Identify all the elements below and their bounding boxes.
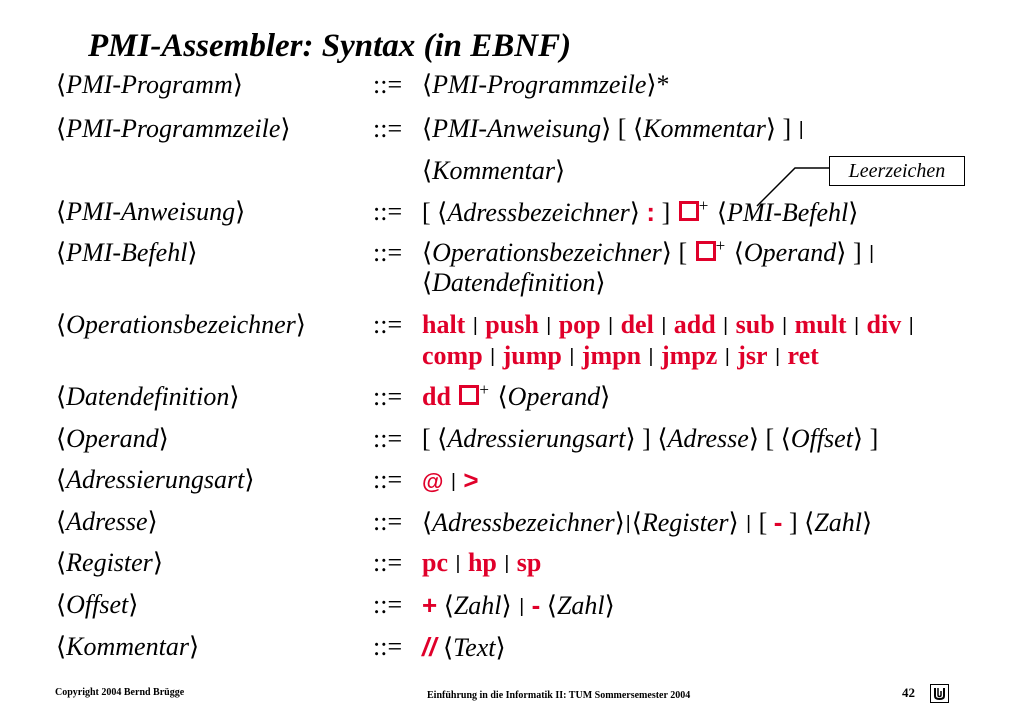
nonterminal: PMI-Programm xyxy=(66,70,233,99)
rule-lhs-pmi-programm: ⟨PMI-Programm⟩ xyxy=(56,70,243,99)
space-box-icon xyxy=(459,385,479,405)
rule-rhs-operand: [ ⟨Adressierungsart⟩ ] ⟨Adresse⟩ [ ⟨Offset⟩ ] xyxy=(422,424,879,453)
rule-rhs-pmi-programmzeile-cont: ⟨Kommentar⟩ xyxy=(422,156,566,185)
definition-operator: ::= xyxy=(373,548,403,577)
rule-rhs-pmi-programm: ⟨PMI-Programmzeile⟩* xyxy=(422,70,670,99)
rule-rhs-adresse: ⟨Adressbezeichner⟩|⟨Register⟩ | [ - ] ⟨Zahl⟩ xyxy=(422,507,873,537)
rule-lhs-adresse: ⟨Adresse⟩ xyxy=(56,507,158,536)
definition-operator: ::= xyxy=(373,310,403,339)
rule-rhs-adressierungsart: @ | > xyxy=(422,465,479,495)
space-box-icon xyxy=(696,241,716,261)
rule-rhs-pmi-programmzeile: ⟨PMI-Anweisung⟩ [ ⟨Kommentar⟩ ] | xyxy=(422,114,804,143)
footer-copyright: Copyright 2004 Bernd Brügge xyxy=(55,687,185,698)
definition-operator: ::= xyxy=(373,238,403,267)
rule-lhs-offset: ⟨Offset⟩ xyxy=(56,590,139,619)
definition-operator: ::= xyxy=(373,70,403,99)
definition-operator: ::= xyxy=(373,590,403,619)
rule-rhs-offset: + ⟨Zahl⟩ | - ⟨Zahl⟩ xyxy=(422,590,615,620)
definition-operator: ::= xyxy=(373,507,403,536)
rule-lhs-operand: ⟨Operand⟩ xyxy=(56,424,169,453)
definition-operator: ::= xyxy=(373,424,403,453)
rule-lhs-operationsbezeichner: ⟨Operationsbezeichner⟩ xyxy=(56,310,306,339)
rule-rhs-kommentar: // ⟨Text⟩ xyxy=(422,632,506,662)
rule-rhs-pmi-anweisung: [ ⟨Adressbezeichner⟩ : ] + ⟨PMI-Befehl⟩ xyxy=(422,196,859,227)
definition-operator: ::= xyxy=(373,197,403,226)
rule-rhs-operationsbezeichner: halt | push | pop | del | add | sub | mult | div | xyxy=(422,310,914,339)
rule-rhs-pmi-befehl-cont: ⟨Datendefinition⟩ xyxy=(422,268,606,297)
definition-operator: ::= xyxy=(373,382,403,411)
university-logo-icon xyxy=(930,684,949,703)
definition-operator: ::= xyxy=(373,632,403,661)
definition-operator: ::= xyxy=(373,114,403,143)
rule-rhs-register: pc | hp | sp xyxy=(422,548,542,577)
rule-lhs-register: ⟨Register⟩ xyxy=(56,548,163,577)
slide-title: PMI-Assembler: Syntax (in EBNF) xyxy=(88,28,572,64)
callout-leerzeichen: Leerzeichen xyxy=(829,156,965,186)
space-box-icon xyxy=(679,201,699,221)
rule-lhs-adressierungsart: ⟨Adressierungsart⟩ xyxy=(56,465,255,494)
page-number: 42 xyxy=(902,685,915,700)
rule-rhs-pmi-befehl: ⟨Operationsbezeichner⟩ [ + ⟨Operand⟩ ] | xyxy=(422,236,875,267)
rule-rhs-operationsbezeichner-cont: comp | jump | jmpn | jmpz | jsr | ret xyxy=(422,341,819,370)
footer-course: Einführung in die Informatik II: TUM Sommersemester 2004 xyxy=(427,690,691,701)
rule-lhs-datendefinition: ⟨Datendefinition⟩ xyxy=(56,382,240,411)
rule-lhs-pmi-programmzeile: ⟨PMI-Programmzeile⟩ xyxy=(56,114,291,143)
rule-lhs-pmi-befehl: ⟨PMI-Befehl⟩ xyxy=(56,238,198,267)
definition-operator: ::= xyxy=(373,465,403,494)
rule-lhs-pmi-anweisung: ⟨PMI-Anweisung⟩ xyxy=(56,197,246,226)
rule-rhs-datendefinition: dd + ⟨Operand⟩ xyxy=(422,380,611,411)
rule-lhs-kommentar: ⟨Kommentar⟩ xyxy=(56,632,200,661)
